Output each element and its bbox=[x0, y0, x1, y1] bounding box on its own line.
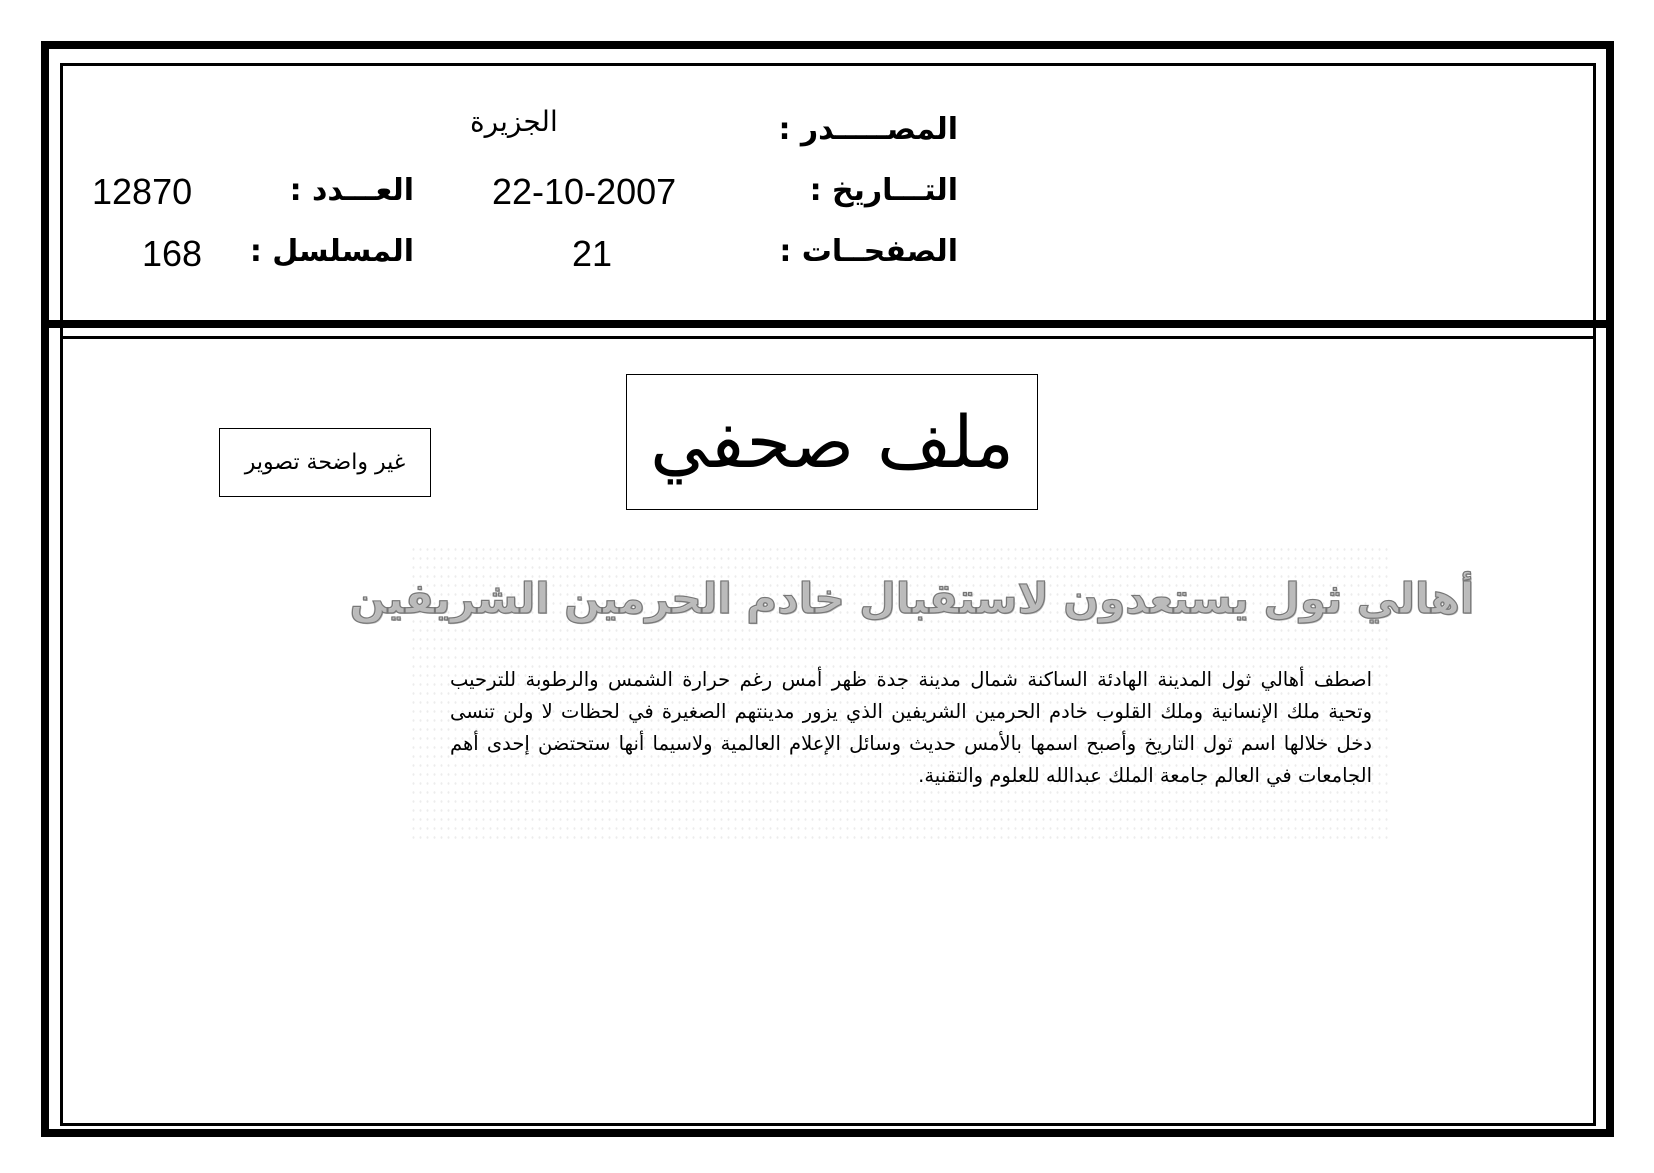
press-file-title-box bbox=[626, 374, 1038, 510]
source-label: المصـــــدر : bbox=[778, 112, 958, 147]
unclear-scan-note: غير واضحة تصوير bbox=[244, 450, 406, 475]
date-value: 22-10-2007 bbox=[492, 171, 677, 212]
article-body: اصطف أهالي ثول المدينة الهادئة الساكنة شمال مدينة جدة ظهر أمس رغم حرارة الشمس والرطوبة للترحيب وتحية ملك الإنسانية وملك القلوب خادم الحرمين الشريفين الذي يزور مدينتهم الصغيرة في لحظات لا ولن تنسى دخل خلالها اسم ثول التاريخ وأصبح اسمها بالأمس حديث وسائل الإعلام العالمية ولاسيما أنها ستحتضن إحدى أهم الجامعات في العالم جامعة الملك عبدالله للعلوم والتقنية. bbox=[450, 668, 1372, 787]
pages-value: 21 bbox=[572, 233, 613, 274]
issue-label: العـــدد : bbox=[289, 173, 414, 208]
issue-value: 12870 bbox=[92, 171, 193, 212]
article-headline: أهالي ثول يستعدون لاستقبال خادم الحرمين الشريفين bbox=[349, 573, 1475, 623]
page-title: ملف صحفي bbox=[650, 400, 1014, 484]
header-divider-thick bbox=[41, 320, 1614, 328]
source-value: الجزيرة bbox=[470, 105, 558, 138]
serial-label: المسلسل : bbox=[249, 234, 414, 269]
header-divider-thin bbox=[60, 336, 1596, 339]
unclear-scan-note-box bbox=[219, 428, 431, 497]
date-label: التـــاريخ : bbox=[809, 173, 958, 208]
serial-value: 168 bbox=[142, 233, 203, 274]
pages-label: الصفحــات : bbox=[779, 234, 958, 269]
